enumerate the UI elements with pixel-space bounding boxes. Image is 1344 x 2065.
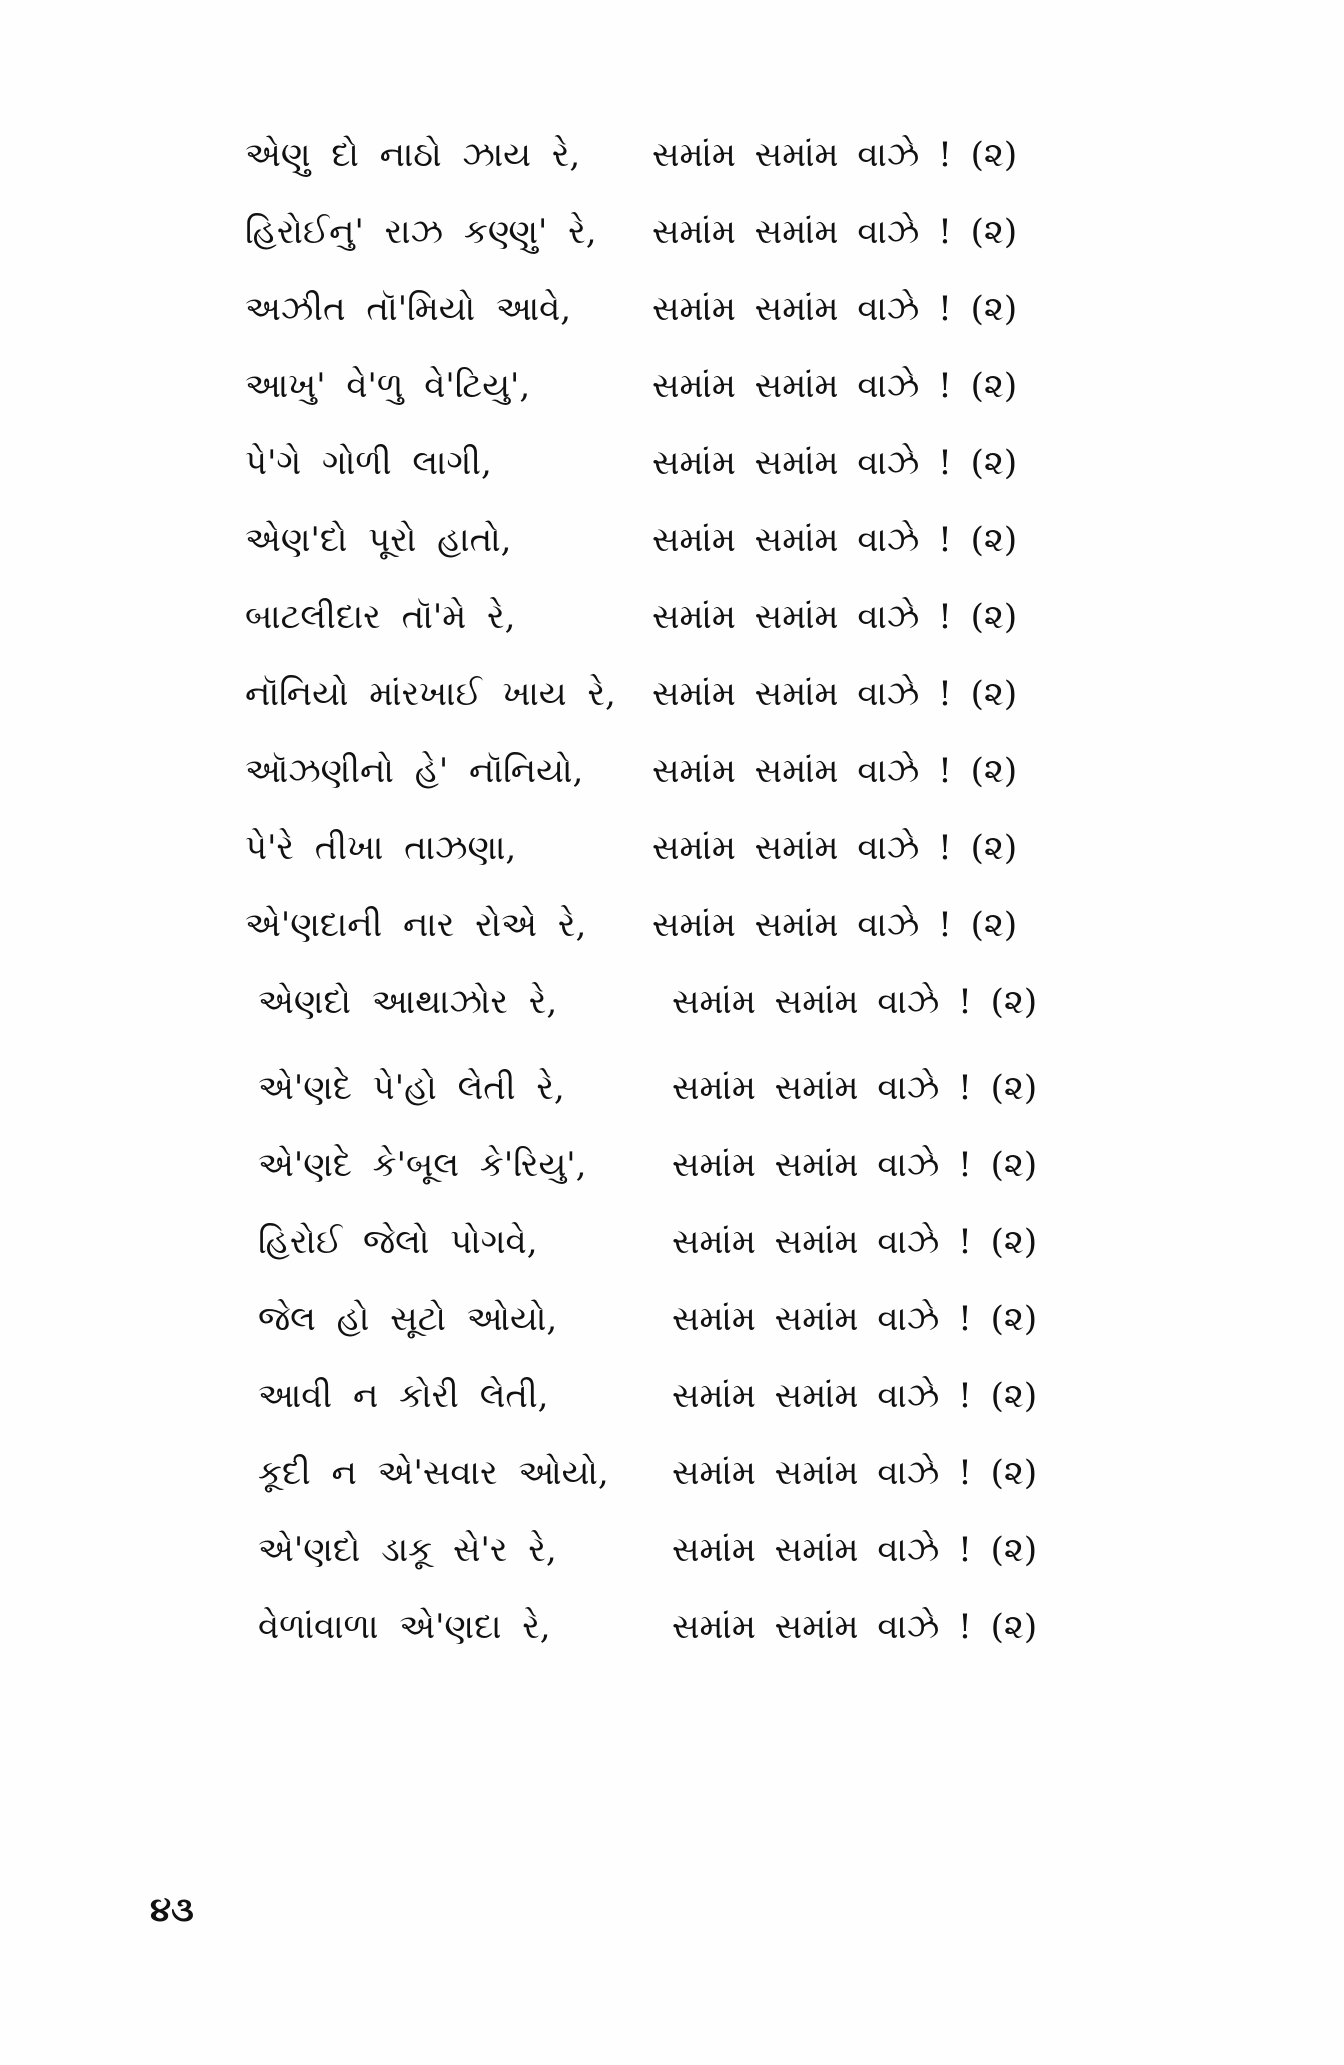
refrain-text: સમાંમ સમાંમ વાઝે ! (૨): [652, 212, 1018, 252]
verse-line: [0, 810, 1344, 887]
verse-text: ઑઝણીનો હે' નૉનિયો,: [245, 751, 584, 791]
verse-line: [0, 1204, 1344, 1281]
verse-text: એ'ણદો ડાકૂ સે'ર રે,: [258, 1530, 557, 1570]
refrain-text: સમાંમ સમાંમ વાઝે ! (૨): [652, 135, 1018, 175]
verse-line: [0, 1589, 1344, 1666]
refrain-text: સમાંમ સમાંમ વાઝે ! (૨): [672, 982, 1038, 1022]
verse-line: [0, 425, 1344, 502]
refrain-text: સમાંમ સમાંમ વાઝે ! (૨): [672, 1299, 1038, 1339]
verse-text: આવી ન કોરી લેતી,: [258, 1376, 549, 1416]
verse-line: [0, 964, 1344, 1041]
page-number: ૪૩: [150, 1890, 194, 1930]
refrain-text: સમાંમ સમાંમ વાઝે ! (૨): [652, 443, 1018, 483]
refrain-text: સમાંમ સમાંમ વાઝે ! (૨): [672, 1068, 1038, 1108]
verse-line: [0, 656, 1344, 733]
song-verses: [0, 117, 1344, 1666]
verse-text: હિરોઈનુ' રાઝ કણ્ણુ' રે,: [245, 212, 597, 252]
verse-text: વેળાંવાળા એ'ણદા રે,: [258, 1607, 551, 1647]
refrain-text: સમાંમ સમાંમ વાઝે ! (૨): [652, 751, 1018, 791]
refrain-text: સમાંમ સમાંમ વાઝે ! (૨): [652, 674, 1018, 714]
verse-text: બાટલીદાર તૉ'મે રે,: [245, 597, 516, 637]
refrain-text: સમાંમ સમાંમ વાઝે ! (૨): [672, 1376, 1038, 1416]
verse-line: [0, 1127, 1344, 1204]
refrain-text: સમાંમ સમાંમ વાઝે ! (૨): [652, 366, 1018, 406]
verse-line: [0, 117, 1344, 194]
refrain-text: સમાંમ સમાંમ વાઝે ! (૨): [672, 1530, 1038, 1570]
refrain-text: સમાંમ સમાંમ વાઝે ! (૨): [652, 520, 1018, 560]
verse-text: નૉનિયો માંરખાઈ ખાય રે,: [245, 674, 616, 714]
refrain-text: સમાંમ સમાંમ વાઝે ! (૨): [652, 905, 1018, 945]
verse-text: એ'ણદાની નાર રોએ રે,: [245, 905, 587, 945]
verse-line: [0, 1358, 1344, 1435]
verse-line: [0, 579, 1344, 656]
verse-line: [0, 1050, 1344, 1127]
verse-line: [0, 1281, 1344, 1358]
verse-text: એ'ણદે કે'બૂલ કે'રિયુ',: [258, 1145, 587, 1185]
verse-text: આખુ' વે'ળુ વે'ટિયુ',: [245, 366, 531, 406]
verse-text: એણદો આથાઝોર રે,: [258, 982, 558, 1022]
verse-text: એ'ણદે પે'હો લેતી રે,: [258, 1068, 565, 1108]
refrain-text: સમાંમ સમાંમ વાઝે ! (૨): [672, 1222, 1038, 1262]
verse-line: [0, 271, 1344, 348]
verse-line: [0, 733, 1344, 810]
verse-text: એણ'દો પૂરો હાતો,: [245, 520, 512, 560]
verse-text: કૂદી ન એ'સવાર ઓયો,: [258, 1453, 609, 1493]
verse-line: [0, 348, 1344, 425]
refrain-text: સમાંમ સમાંમ વાઝે ! (૨): [672, 1453, 1038, 1493]
verse-line: [0, 502, 1344, 579]
verse-text: એણુ દો નાઠો ઝાય રે,: [245, 135, 581, 175]
verse-text: અઝીત તૉ'મિયો આવે,: [245, 289, 572, 329]
verse-line: [0, 887, 1344, 964]
refrain-text: સમાંમ સમાંમ વાઝે ! (૨): [672, 1607, 1038, 1647]
verse-line: [0, 1435, 1344, 1512]
verse-line: [0, 1512, 1344, 1589]
verse-text: હિરોઈ જેલો પોગવે,: [258, 1222, 538, 1262]
verse-text: જેલ હો સૂટો ઓયો,: [258, 1299, 558, 1339]
refrain-text: સમાંમ સમાંમ વાઝે ! (૨): [672, 1145, 1038, 1185]
verse-text: પે'ગે ગોળી લાગી,: [245, 443, 492, 483]
verse-line: [0, 194, 1344, 271]
refrain-text: સમાંમ સમાંમ વાઝે ! (૨): [652, 289, 1018, 329]
verse-text: પે'રે તીખા તાઝણા,: [245, 828, 517, 868]
refrain-text: સમાંમ સમાંમ વાઝે ! (૨): [652, 828, 1018, 868]
refrain-text: સમાંમ સમાંમ વાઝે ! (૨): [652, 597, 1018, 637]
